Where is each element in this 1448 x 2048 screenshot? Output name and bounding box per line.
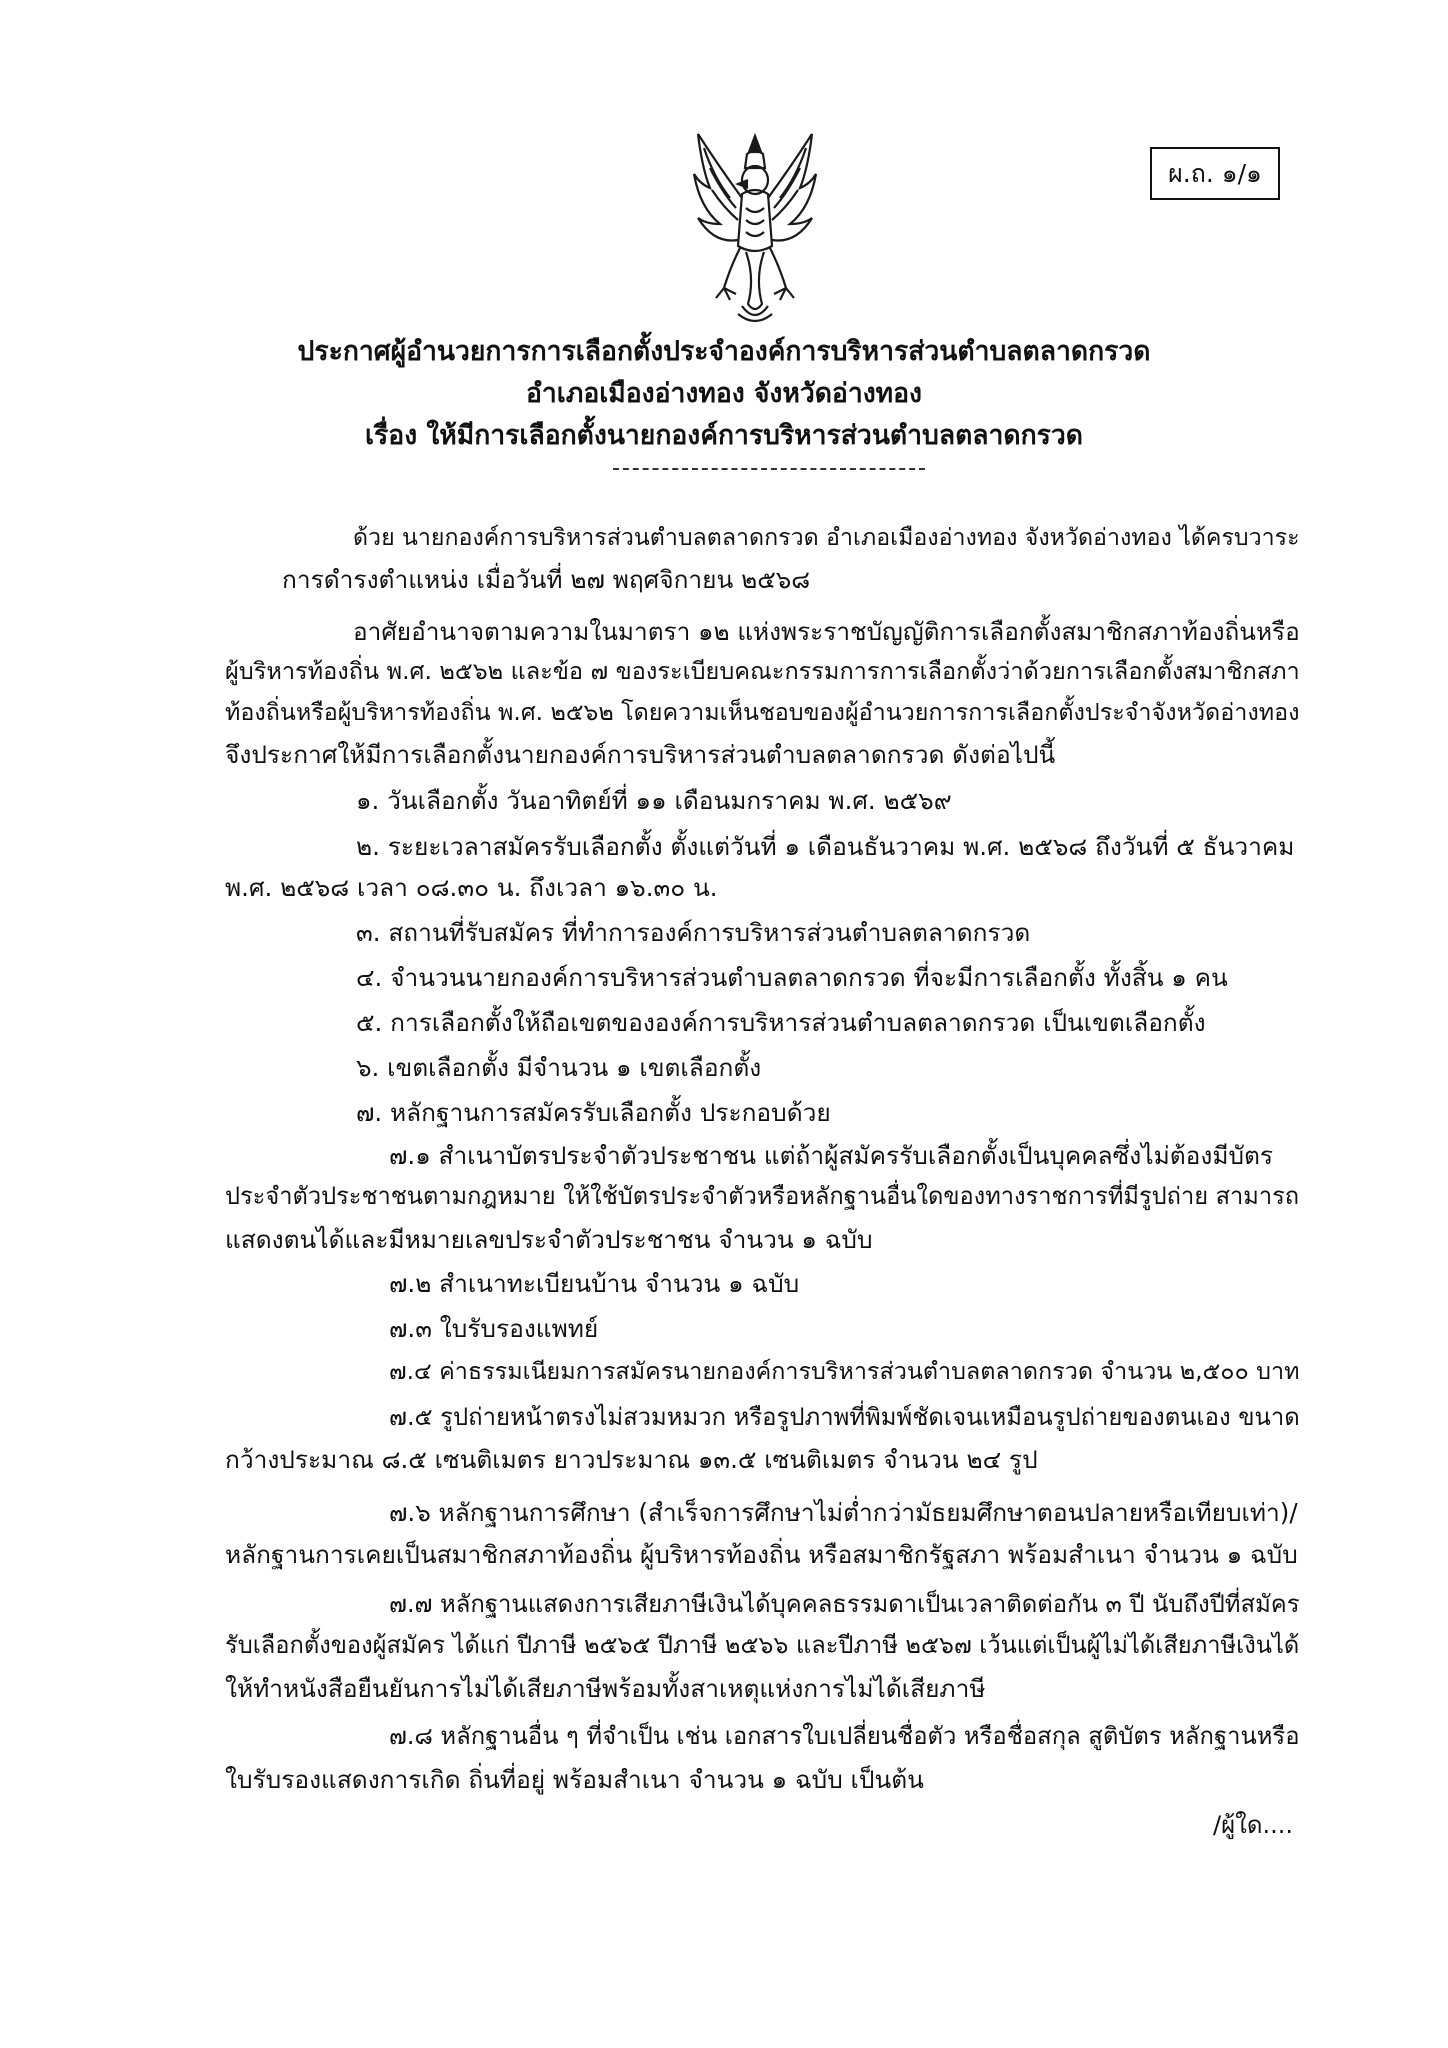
sub-7-1-line-2: ประจำตัวประชาชนตามกฎหมาย ให้ใช้บัตรประจำตัวหรือหลักฐานอื่นใดของทางราชการที่มีรูปถ่าย สามารถ (225, 1182, 1300, 1210)
intro-paragraph-2-line-1: อาศัยอำนาจตามความในมาตรา ๑๒ แห่งพระราชบัญญัติการเลือกตั้งสมาชิกสภาท้องถิ่นหรือ (353, 617, 1300, 646)
sub-7-2: ๗.๒ สำเนาทะเบียนบ้าน จำนวน ๑ ฉบับ (389, 1269, 800, 1298)
item-2-line-1: ๒. ระยะเวลาสมัครรับเลือกตั้ง ตั้งแต่วันที่ ๑ เดือนธันวาคม พ.ศ. ๒๕๖๘ ถึงวันที่ ๕ ธันวาคม (356, 832, 1295, 861)
announcement-district: อำเภอเมืองอ่างทอง จังหวัดอ่างทอง (526, 378, 922, 409)
sub-7-8-line-1: ๗.๘ หลักฐานอื่น ๆ ที่จำเป็น เช่น เอกสารใบเปลี่ยนชื่อตัว หรือชื่อสกุล สูติบัตร หลักฐานหรือ (389, 1722, 1300, 1750)
title-divider (613, 468, 925, 470)
item-6-number-of-constituencies: ๖. เขตเลือกตั้ง มีจำนวน ๑ เขตเลือกตั้ง (356, 1053, 762, 1082)
sub-7-8-line-2: ใบรับรองแสดงการเกิด ถิ่นที่อยู่ พร้อมสำเนา จำนวน ๑ ฉบับ เป็นต้น (225, 1765, 924, 1794)
sub-7-3: ๗.๓ ใบรับรองแพทย์ (389, 1314, 599, 1343)
sub-7-5-line-2: กว้างประมาณ ๘.๕ เซนติเมตร ยาวประมาณ ๑๓.๕ เซนติเมตร จำนวน ๒๔ รูป (225, 1445, 1038, 1474)
item-3-venue: ๓. สถานที่รับสมัคร ที่ทำการองค์การบริหารส่วนตำบลตลาดกรวด (356, 918, 1031, 947)
sub-7-7-line-2: รับเลือกตั้งของผู้สมัคร ได้แก่ ปีภาษี ๒๕๖๕ ปีภาษี ๒๕๖๖ และปีภาษี ๒๕๖๗ เว้นแต่เป็นผู้ไม่ได้เสียภาษีเงินได้ (225, 1631, 1300, 1659)
item-4-number-of-seats: ๔. จำนวนนายกองค์การบริหารส่วนตำบลตลาดกรวด ที่จะมีการเลือกตั้ง ทั้งสิ้น ๑ คน (356, 963, 1228, 992)
sub-7-7-line-1: ๗.๗ หลักฐานแสดงการเสียภาษีเงินได้บุคคลธรรมดาเป็นเวลาติดต่อกัน ๓ ปี นับถึงปีที่สมัคร (389, 1590, 1300, 1618)
announcement-subject: เรื่อง ให้มีการเลือกตั้งนายกองค์การบริหารส่วนตำบลตลาดกรวด (365, 420, 1083, 451)
sub-7-1-line-3: แสดงตนได้และมีหมายเลขประจำตัวประชาชน จำนวน ๑ ฉบับ (225, 1225, 873, 1254)
intro-paragraph-1-line-2: การดำรงตำแหน่ง เมื่อวันที่ ๒๗ พฤศจิกายน ๒๕๖๘ (282, 565, 811, 594)
sub-7-1-line-1: ๗.๑ สำเนาบัตรประจำตัวประชาชน แต่ถ้าผู้สมัครรับเลือกตั้งเป็นบุคคลซึ่งไม่ต้องมีบัตร (389, 1141, 1274, 1170)
intro-paragraph-1-line-1: ด้วย นายกองค์การบริหารส่วนตำบลตลาดกรวด อำเภอเมืองอ่างทอง จังหวัดอ่างทอง ได้ครบวาระ (353, 524, 1300, 551)
intro-paragraph-2-line-2: ผู้บริหารท้องถิ่น พ.ศ. ๒๕๖๒ และข้อ ๗ ของระเบียบคณะกรรมการการเลือกตั้งว่าด้วยการเลือกตั้งสมาชิกสภา (225, 657, 1300, 685)
sub-7-7-line-3: ให้ทำหนังสือยืนยันการไม่ได้เสียภาษีพร้อมทั้งสาเหตุแห่งการไม่ได้เสียภาษี (225, 1674, 986, 1703)
intro-paragraph-2-line-4: จึงประกาศให้มีการเลือกตั้งนายกองค์การบริหารส่วนตำบลตลาดกรวด ดังต่อไปนี้ (225, 740, 1056, 769)
announcement-title: ประกาศผู้อำนวยการการเลือกตั้งประจำองค์การบริหารส่วนตำบลตลาดกรวด (297, 336, 1151, 367)
intro-paragraph-2-line-3: ท้องถิ่นหรือผู้บริหารท้องถิ่น พ.ศ. ๒๕๖๒ โดยความเห็นชอบของผู้อำนวยการการเลือกตั้งประจำจังหวัดอ่างทอง (225, 698, 1300, 726)
item-2-line-2: พ.ศ. ๒๕๖๘ เวลา ๐๘.๓๐ น. ถึงเวลา ๑๖.๓๐ น. (225, 873, 718, 902)
item-5-constituency: ๕. การเลือกตั้งให้ถือเขตขององค์การบริหารส่วนตำบลตลาดกรวด เป็นเขตเลือกตั้ง (356, 1008, 1206, 1037)
garuda-emblem (690, 128, 820, 328)
item-1-election-date: ๑. วันเลือกตั้ง วันอาทิตย์ที่ ๑๑ เดือนมกราคม พ.ศ. ๒๕๖๙ (356, 786, 952, 815)
form-code-box: ผ.ถ. ๑/๑ (1150, 147, 1280, 200)
item-7-documents-heading: ๗. หลักฐานการสมัครรับเลือกตั้ง ประกอบด้วย (356, 1098, 831, 1127)
sub-7-6-line-2: หลักฐานการเคยเป็นสมาชิกสภาท้องถิ่น ผู้บริหารท้องถิ่น หรือสมาชิกรัฐสภา พร้อมสำเนา จำนวน ๑ ฉบับ (225, 1540, 1298, 1569)
continuation-marker: /ผู้ใด.... (1213, 1811, 1293, 1839)
sub-7-4: ๗.๔ ค่าธรรมเนียมการสมัครนายกองค์การบริหารส่วนตำบลตลาดกรวด จำนวน ๒,๕๐๐ บาท (389, 1357, 1300, 1385)
sub-7-6-line-1: ๗.๖ หลักฐานการศึกษา (สำเร็จการศึกษาไม่ต่ำกว่ามัธยมศึกษาตอนปลายหรือเทียบเท่า)/ (389, 1498, 1298, 1527)
sub-7-5-line-1: ๗.๕ รูปถ่ายหน้าตรงไม่สวมหมวก หรือรูปภาพที่พิมพ์ชัดเจนเหมือนรูปถ่ายของตนเอง ขนาด (389, 1403, 1300, 1431)
